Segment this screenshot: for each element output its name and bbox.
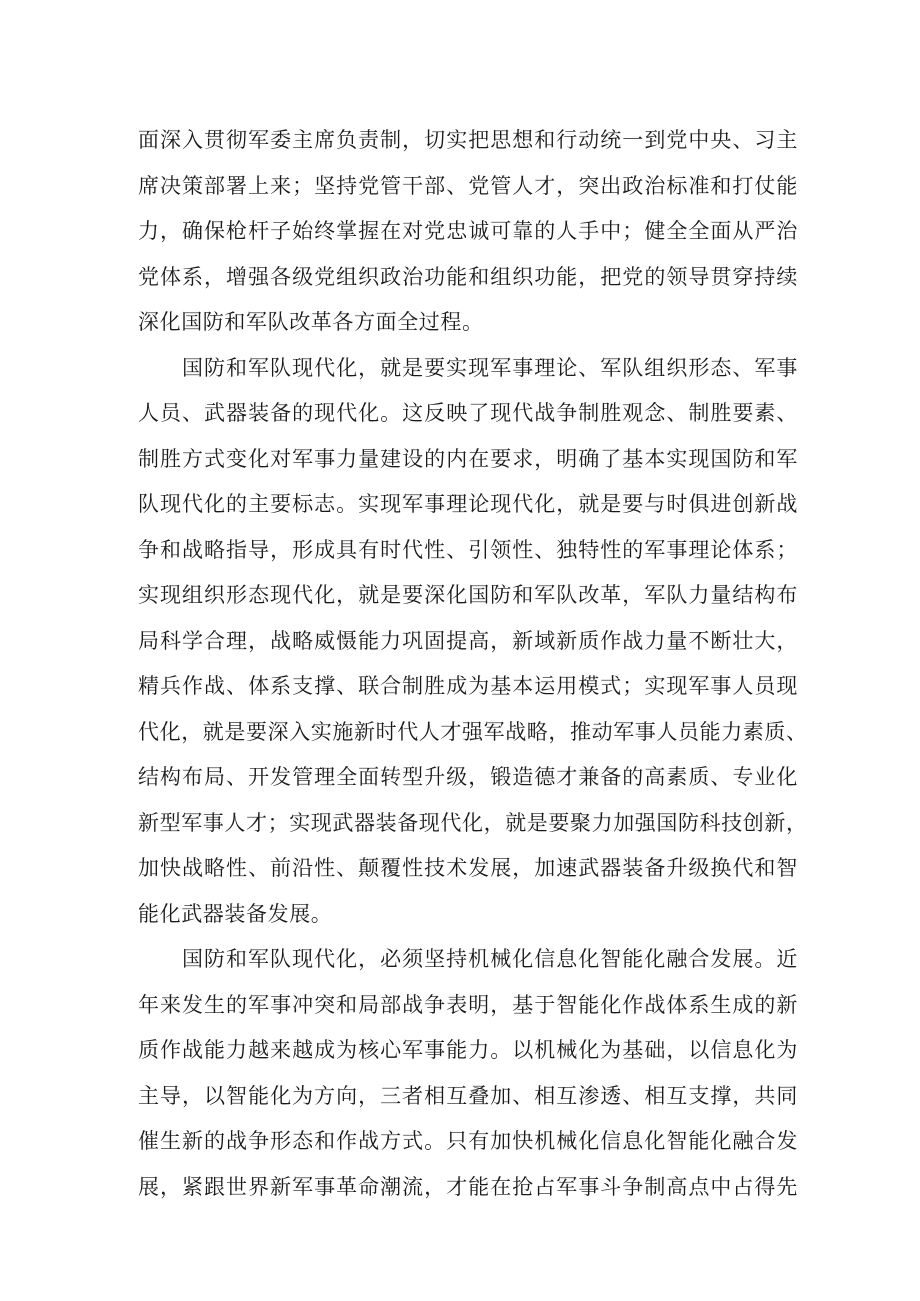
- paragraph-1-line-4: 党体系，增强各级党组织政治功能和组织功能，把党的领导贯穿持续: [138, 264, 798, 289]
- paragraph-3-line-2: 年来发生的军事冲突和局部战争表明，基于智能化作战体系生成的新: [138, 992, 798, 1017]
- paragraph-2-line-13: 能化武器装备发展。: [138, 901, 333, 926]
- paragraph-2-line-9: 代化，就是要深入实施新时代人才强军战略，推动军事人员能力素质、: [138, 719, 808, 744]
- paragraph-3-line-1: 国防和军队现代化，必须坚持机械化信息化智能化融合发展。近: [182, 947, 798, 971]
- paragraph-2-line-2: 人员、武器装备的现代化。这反映了现代战争制胜观念、制胜要素、: [138, 401, 798, 425]
- body-text: [138, 118, 808, 1210]
- paragraph-2-line-6: 实现组织形态现代化，就是要深化国防和军队改革，军队力量结构布: [138, 583, 798, 607]
- paragraph-3-line-6: 展，紧跟世界新军事革命潮流，才能在抢占军事斗争制高点中占得先: [138, 1174, 798, 1199]
- paragraph-3-line-3: 质作战能力越来越成为核心军事能力。以机械化为基础，以信息化为: [138, 1038, 798, 1062]
- paragraph-2-line-1: 国防和军队现代化，就是要实现军事理论、军队组织形态、军事: [182, 355, 798, 380]
- paragraph-3-line-5: 催生新的战争形态和作战方式。只有加快机械化信息化智能化融合发: [138, 1129, 798, 1153]
- paragraph-1-line-3: 力，确保枪杆子始终掌握在对党忠诚可靠的人手中；健全全面从严治: [138, 219, 798, 243]
- paragraph-3-line-4: 主导，以智能化为方向，三者相互叠加、相互渗透、相互支撑，共同: [138, 1083, 798, 1108]
- paragraph-2-line-5: 争和战略指导，形成具有时代性、引领性、独特性的军事理论体系；: [138, 537, 798, 562]
- paragraph-2-line-7: 局科学合理，战略威慑能力巩固提高，新域新质作战力量不断壮大，: [138, 628, 798, 653]
- paragraph-1-line-2: 席决策部署上来；坚持党管干部、党管人才，突出政治标准和打仗能: [138, 173, 798, 198]
- paragraph-2-line-10: 结构布局、开发管理全面转型升级，锻造德才兼备的高素质、专业化: [138, 765, 798, 789]
- paragraph-2-line-12: 加快战略性、前沿性、颠覆性技术发展，加速武器装备升级换代和智: [138, 856, 798, 880]
- paragraph-2-line-8: 精兵作战、体系支撑、联合制胜成为基本运用模式；实现军事人员现: [138, 674, 798, 698]
- paragraph-2-line-3: 制胜方式变化对军事力量建设的内在要求，明确了基本实现国防和军: [138, 446, 798, 471]
- paragraph-2-line-4: 队现代化的主要标志。实现军事理论现代化，就是要与时俱进创新战: [138, 492, 798, 516]
- paragraph-2-line-11: 新型军事人才；实现武器装备现代化，就是要聚力加强国防科技创新，: [138, 810, 808, 835]
- paragraph-1-line-1: 面深入贯彻军委主席负责制，切实把思想和行动统一到党中央、习主: [138, 128, 798, 152]
- paragraph-1-line-5: 深化国防和军队改革各方面全过程。: [138, 310, 484, 334]
